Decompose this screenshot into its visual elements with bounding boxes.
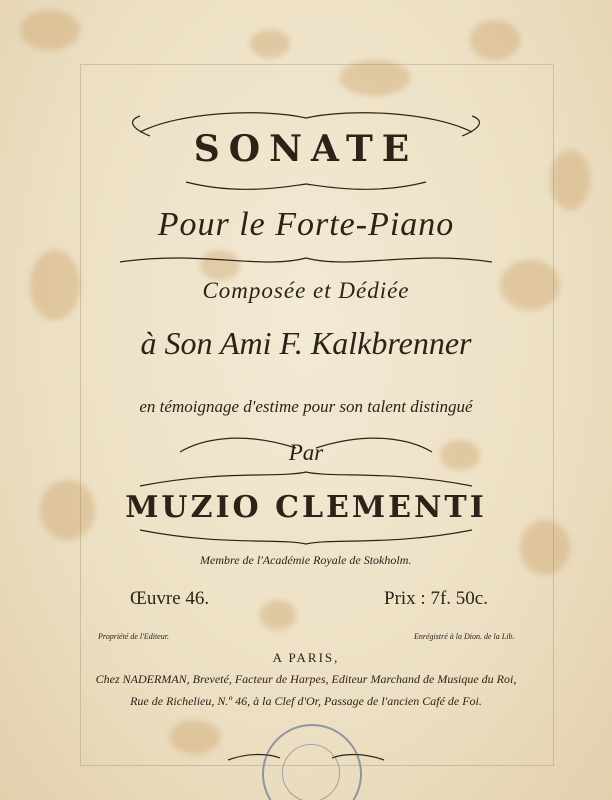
composer-name: MUZIO CLEMENTI xyxy=(125,490,487,525)
dedication-line: à Son Ami F. Kalkbrenner xyxy=(140,325,472,361)
registered-note: Enrégistré à la Dion. de la Lib. xyxy=(414,632,515,641)
opus-number: Œuvre 46. xyxy=(130,588,210,609)
by-line: Par xyxy=(288,440,324,465)
price: Prix : 7f. 50c. xyxy=(384,588,488,609)
instrument-line: Pour le Forte-Piano xyxy=(157,206,455,243)
property-note: Propriété de l'Editeur. xyxy=(98,632,169,641)
publisher-city: A PARIS, xyxy=(272,650,340,665)
tribute-line: en témoignage d'estime pour son talent distingué xyxy=(139,397,473,416)
stamp-crest-icon xyxy=(282,744,340,800)
publisher-line-1: Chez NADERMAN, Breveté, Facteur de Harpes, Editeur Marchand de Musique du Roi, xyxy=(95,672,517,686)
membership-line: Membre de l'Académie Royale de Stokholm. xyxy=(200,553,412,567)
work-title: SONATE xyxy=(193,128,419,170)
publisher-line-2: Rue de Richelieu, N.º 46, à la Clef d'Or, Passage de l'ancien Café de Foi. xyxy=(130,694,482,708)
composed-line: Composée et Dédiée xyxy=(202,278,410,303)
